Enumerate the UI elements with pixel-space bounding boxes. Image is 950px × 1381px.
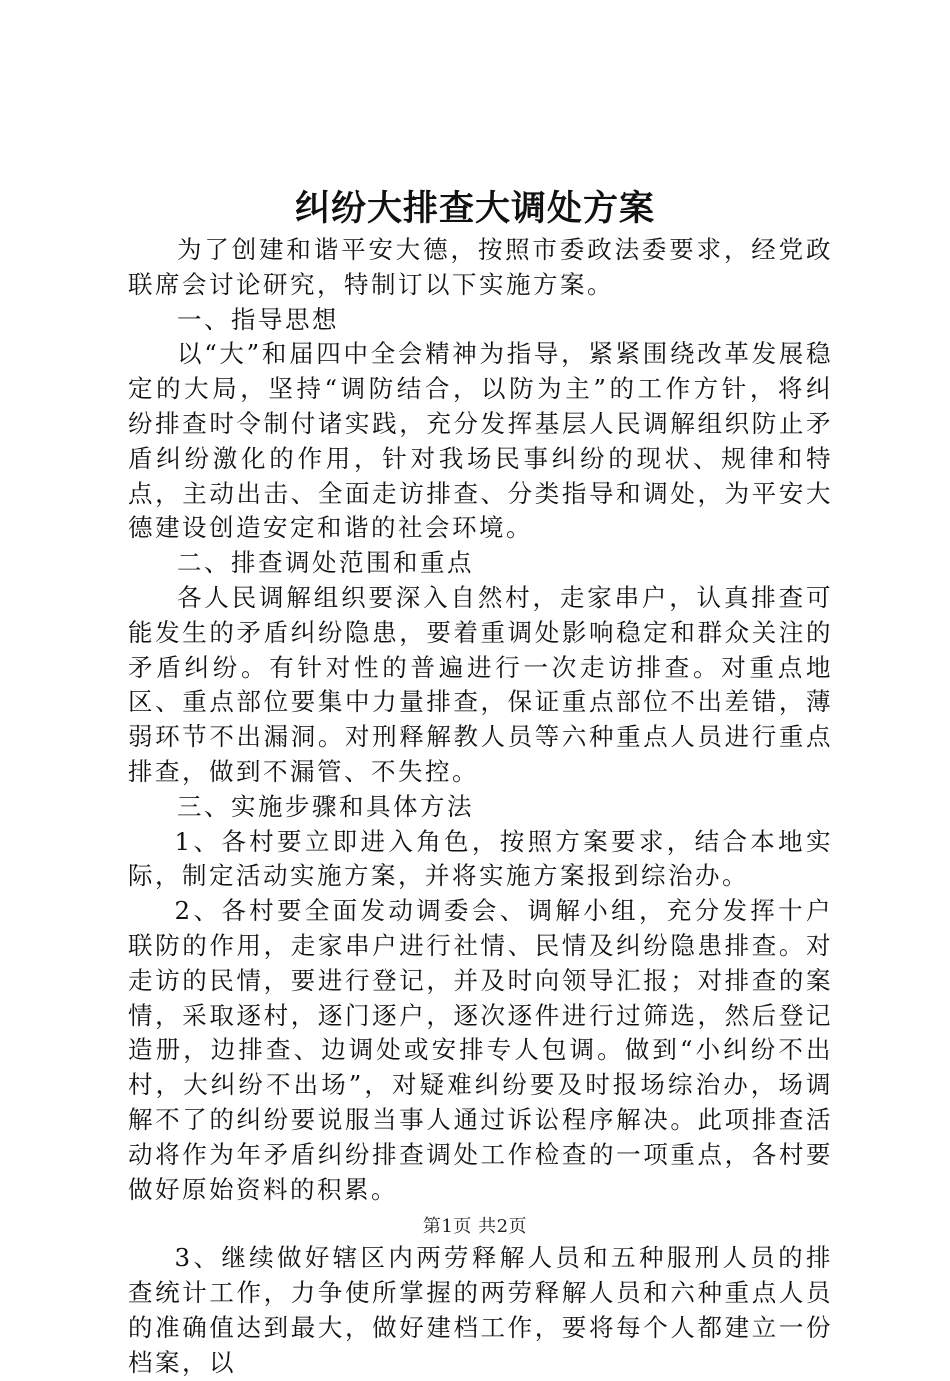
page-number-footer: 第1页 共2页 — [422, 1216, 528, 1237]
document-body — [128, 233, 833, 1381]
scope-paragraph: 各人民调解组织要深入自然村，走家串户，认真排查可能发生的矛盾纠纷隐患，要着重调处影响稳定和群众关注的矛盾纠纷。有针对性的普遍进行一次走访排查。对重点地区、重点部位要集中力量排查，保证重点部位不出差错，薄弱环节不出漏洞。对刑释解教人员等六种重点人员进行重点排查，做到不漏管、不失控。 — [128, 582, 833, 786]
section-heading-steps: 三、实施步骤和具体方法 — [177, 791, 474, 821]
document-title: 纠纷大排查大调处方案 — [294, 189, 655, 229]
section-heading-guiding-thought: 一、指导思想 — [177, 304, 339, 334]
step-3-paragraph: 3、继续做好辖区内两劳释解人员和五种服刑人员的排查统计工作，力争使所掌握的两劳释解人员和六种重点人员的准确值达到最大，做好建档工作，要将每个人都建立一份档案，以 — [128, 1243, 833, 1377]
section-heading-scope: 二、排查调处范围和重点 — [177, 548, 474, 578]
intro-paragraph: 为了创建和谐平安大德，按照市委政法委要求，经党政联席会讨论研究，特制订以下实施方案。 — [128, 235, 833, 299]
guiding-thought-paragraph: 以“大”和届四中全会精神为指导，紧紧围绕改革发展稳定的大局，坚持“调防结合，以防为主”的工作方针，将纠纷排查时令制付诸实践，充分发挥基层人民调解组织防止矛盾纠纷激化的作用，针对我场民事纠纷的现状、规律和特点，主动出击、全面走访排查、分类指导和调处，为平安大德建设创造安定和谐的社会环境。 — [128, 339, 833, 543]
step-2-paragraph: 2、各村要全面发动调委会、调解小组，充分发挥十户联防的作用，走家串户进行社情、民情及纠纷隐患排查。对走访的民情，要进行登记，并及时向领导汇报；对排查的案情，采取逐村，逐门逐户，逐次逐件进行过筛选，然后登记造册，边排查、边调处或安排专人包调。做到“小纠纷不出村，大纠纷不出场”，对疑难纠纷要及时报场综治办，场调解不了的纠纷要说服当事人通过诉讼程序解决。此项排查活动将作为年矛盾纠纷排查调处工作检查的一项重点，各村要做好原始资料的积累。 — [128, 896, 833, 1204]
step-1-paragraph: 1、各村要立即进入角色，按照方案要求，结合本地实际，制定活动实施方案，并将实施方案报到综治办。 — [128, 826, 833, 891]
